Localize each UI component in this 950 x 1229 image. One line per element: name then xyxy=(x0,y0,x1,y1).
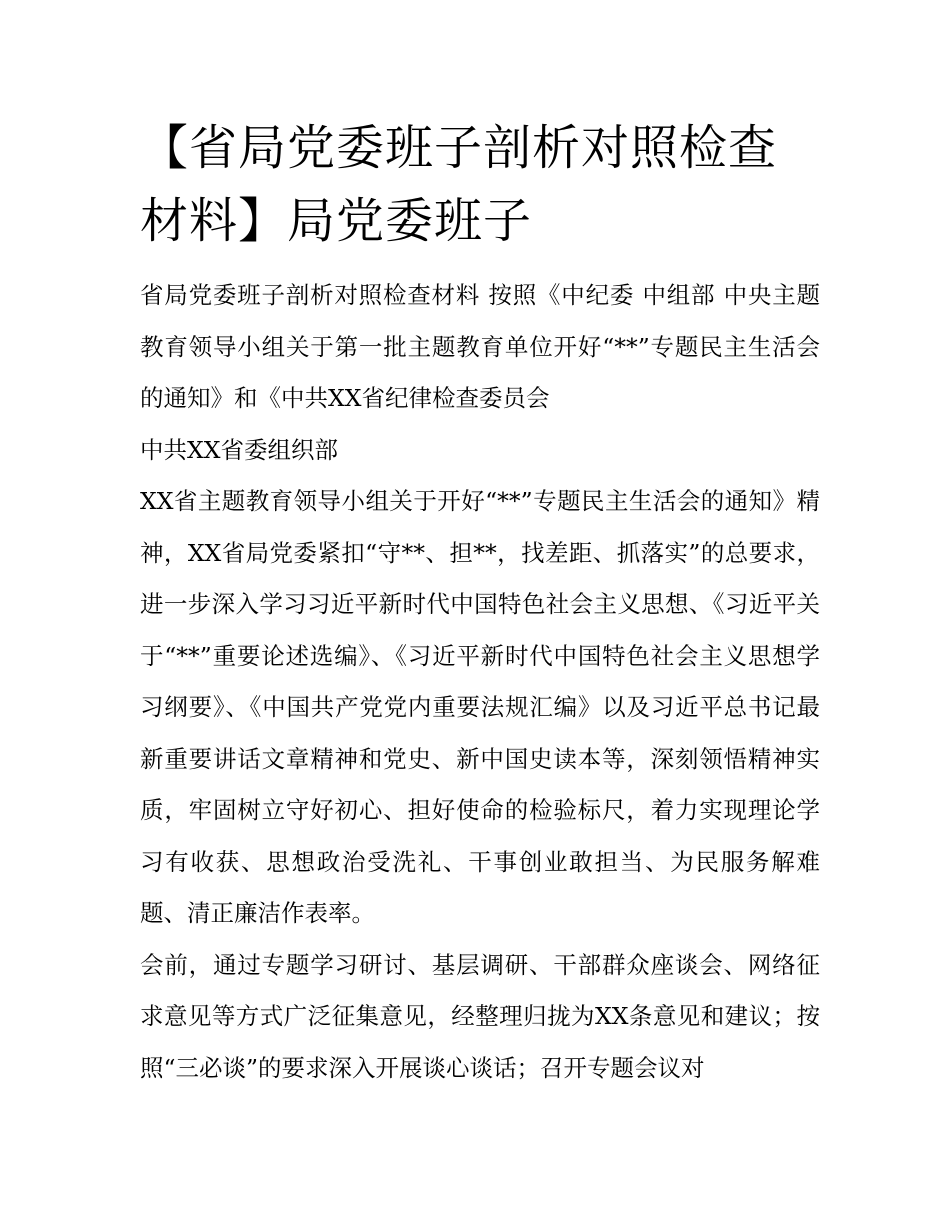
paragraph-preparation: 会前，通过专题学习研讨、基层调研、干部群众座谈会、网络征求意见等方式广泛征集意见，经整理归拢为XX条意见和建议；按照“三必谈”的要求深入开展谈心谈话；召开专题会议对 xyxy=(140,950,820,1082)
paragraph-org: 中共XX省委组织部 xyxy=(140,435,338,464)
paragraph-spirit: XX省主题教育领导小组关于开好“**”专题民主生活会的通知》精神，XX省局党委紧扣“守**、担**，找差距、抓落实”的总要求，进一步深入学习习近平新时代中国特色社会主义思想、《习近平关于“**”重要论述选编》、《习近平新时代中国特色社会主义思想学习纲要》、《中国共产党党内重要法规汇编》以及习近平总书记最新重要讲话文章精神和党史、新中国史读本等，深刻领悟精神实质，牢固树立守好初心、担好使命的检验标尺，着力实现理论学习有收获、思想政治受洗礼、干事创业敢担当、为民服务解难题、清正廉洁作表率。 xyxy=(140,487,820,927)
paragraph-intro: 省局党委班子剖析对照检查材料 按照《中纪委 中组部 中央主题教育领导小组关于第一批主题教育单位开好“**”专题民主生活会的通知》和《中共XX省纪律检查委员会 xyxy=(140,281,820,412)
document-body xyxy=(140,112,820,1094)
document-title: 【省局党委班子剖析对照检查材料】局党委班子 xyxy=(140,120,778,249)
